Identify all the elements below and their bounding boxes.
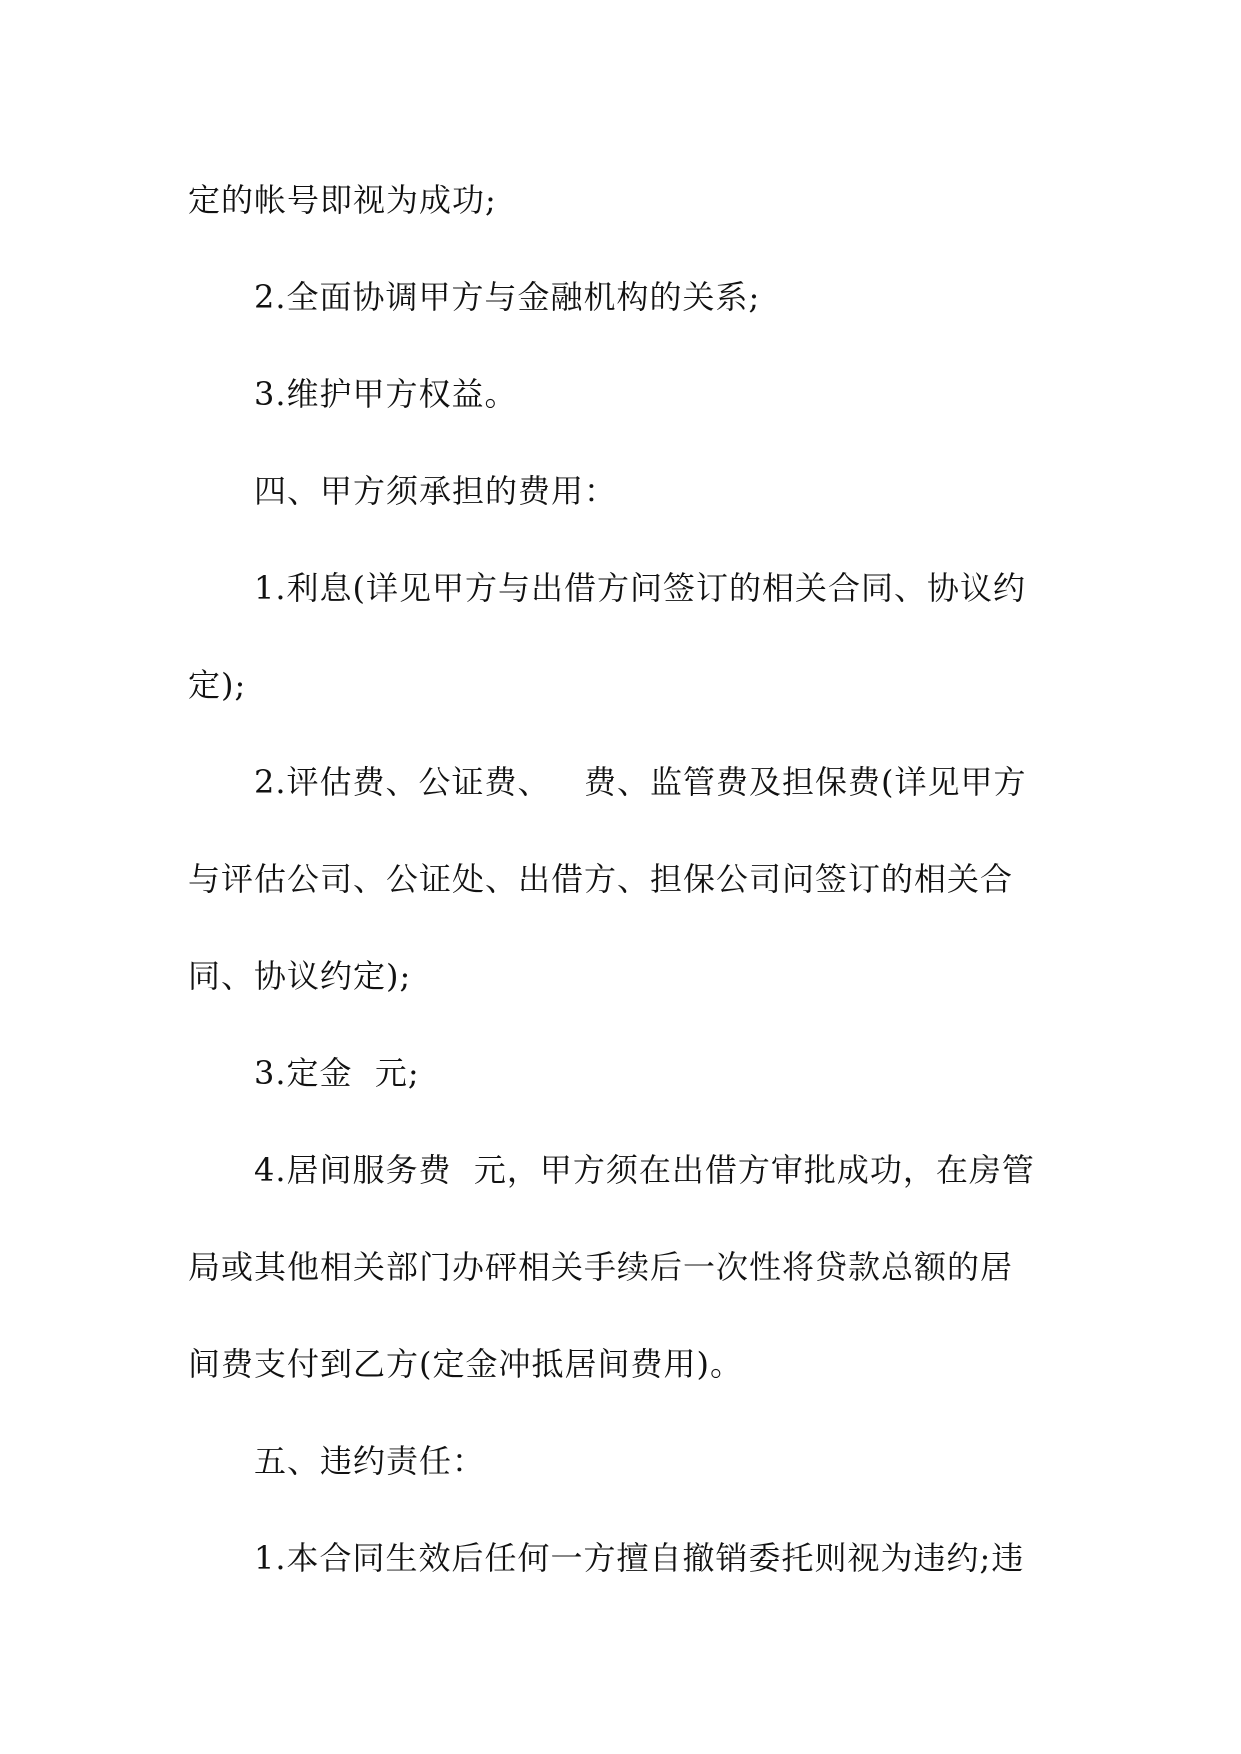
paragraph-line: 2.评估费、公证费、 费、监管费及担保费(详见甲方 — [254, 763, 1027, 801]
paragraph-line: 间费支付到乙方(定金冲抵居间费用)。 — [188, 1345, 743, 1383]
section-heading: 五、违约责任： — [254, 1442, 486, 1480]
paragraph-line: 定的帐号即视为成功; — [188, 181, 497, 219]
paragraph-line: 局或其他相关部门办砰相关手续后一次性将贷款总额的居 — [188, 1248, 1014, 1286]
paragraph-line: 1.利息(详见甲方与出借方问签订的相关合同、协议约 — [254, 569, 1027, 607]
paragraph-line: 2.全面协调甲方与金融机构的关系; — [254, 278, 761, 316]
paragraph-line: 同、协议约定); — [188, 957, 412, 995]
paragraph-line: 3.定金 元; — [254, 1054, 420, 1092]
paragraph-line: 4.居间服务费 元，甲方须在出借方审批成功，在房管 — [254, 1151, 1035, 1189]
paragraph-line: 与评估公司、公证处、出借方、担保公司问签订的相关合 — [188, 860, 1014, 898]
paragraph-line: 1.本合同生效后任何一方擅自撤销委托则视为违约;违 — [254, 1539, 1025, 1577]
paragraph-line: 定); — [188, 666, 247, 704]
section-heading: 四、甲方须承担的费用： — [254, 472, 618, 510]
paragraph-line: 3.维护甲方权益。 — [254, 375, 518, 413]
